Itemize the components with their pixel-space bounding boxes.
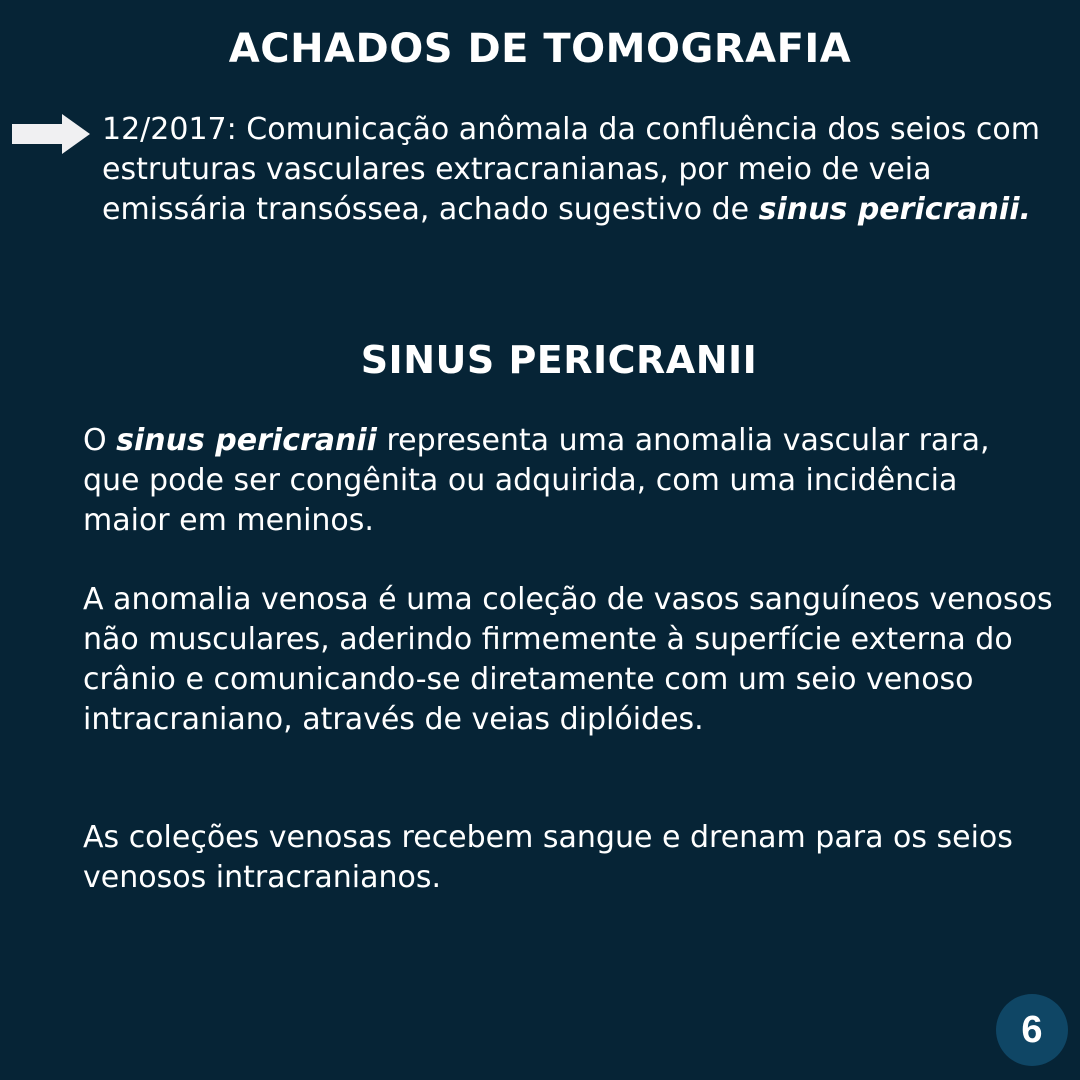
- paragraph-definition: [83, 421, 1053, 541]
- section-title-sinus: SINUS PERICRANII: [360, 338, 758, 382]
- page-number-badge: 6: [996, 994, 1068, 1066]
- section-title-findings: ACHADOS DE TOMOGRAFIA: [228, 26, 852, 72]
- right-arrow-icon: [12, 112, 92, 156]
- findings-text: [102, 110, 1052, 230]
- findings-emphasis: sinus pericranii.: [758, 192, 1031, 227]
- paragraph-prefix: O: [83, 423, 117, 458]
- paragraph-drainage: As coleções venosas recebem sangue e drenam para os seios venosos intracranianos.: [83, 820, 1013, 895]
- paragraph-emphasis: sinus pericranii: [116, 423, 377, 458]
- paragraph-anomaly: A anomalia venosa é uma coleção de vasos sanguíneos venosos não musculares, aderindo firmemente à superfície externa do crânio e comunicando-se diretamente com um seio venoso intracraniano, através de veias diplóides.: [83, 582, 1053, 737]
- findings-body: 12/2017: Comunicação anômala da confluência dos seios com estruturas vasculares extracranianas, por meio de veia emissária transóssea, achado sugestivo de: [102, 112, 1040, 227]
- paragraph-rest: representa uma anomalia vascular rara, que pode ser congênita ou adquirida, com uma incidência maior em meninos.: [83, 423, 990, 538]
